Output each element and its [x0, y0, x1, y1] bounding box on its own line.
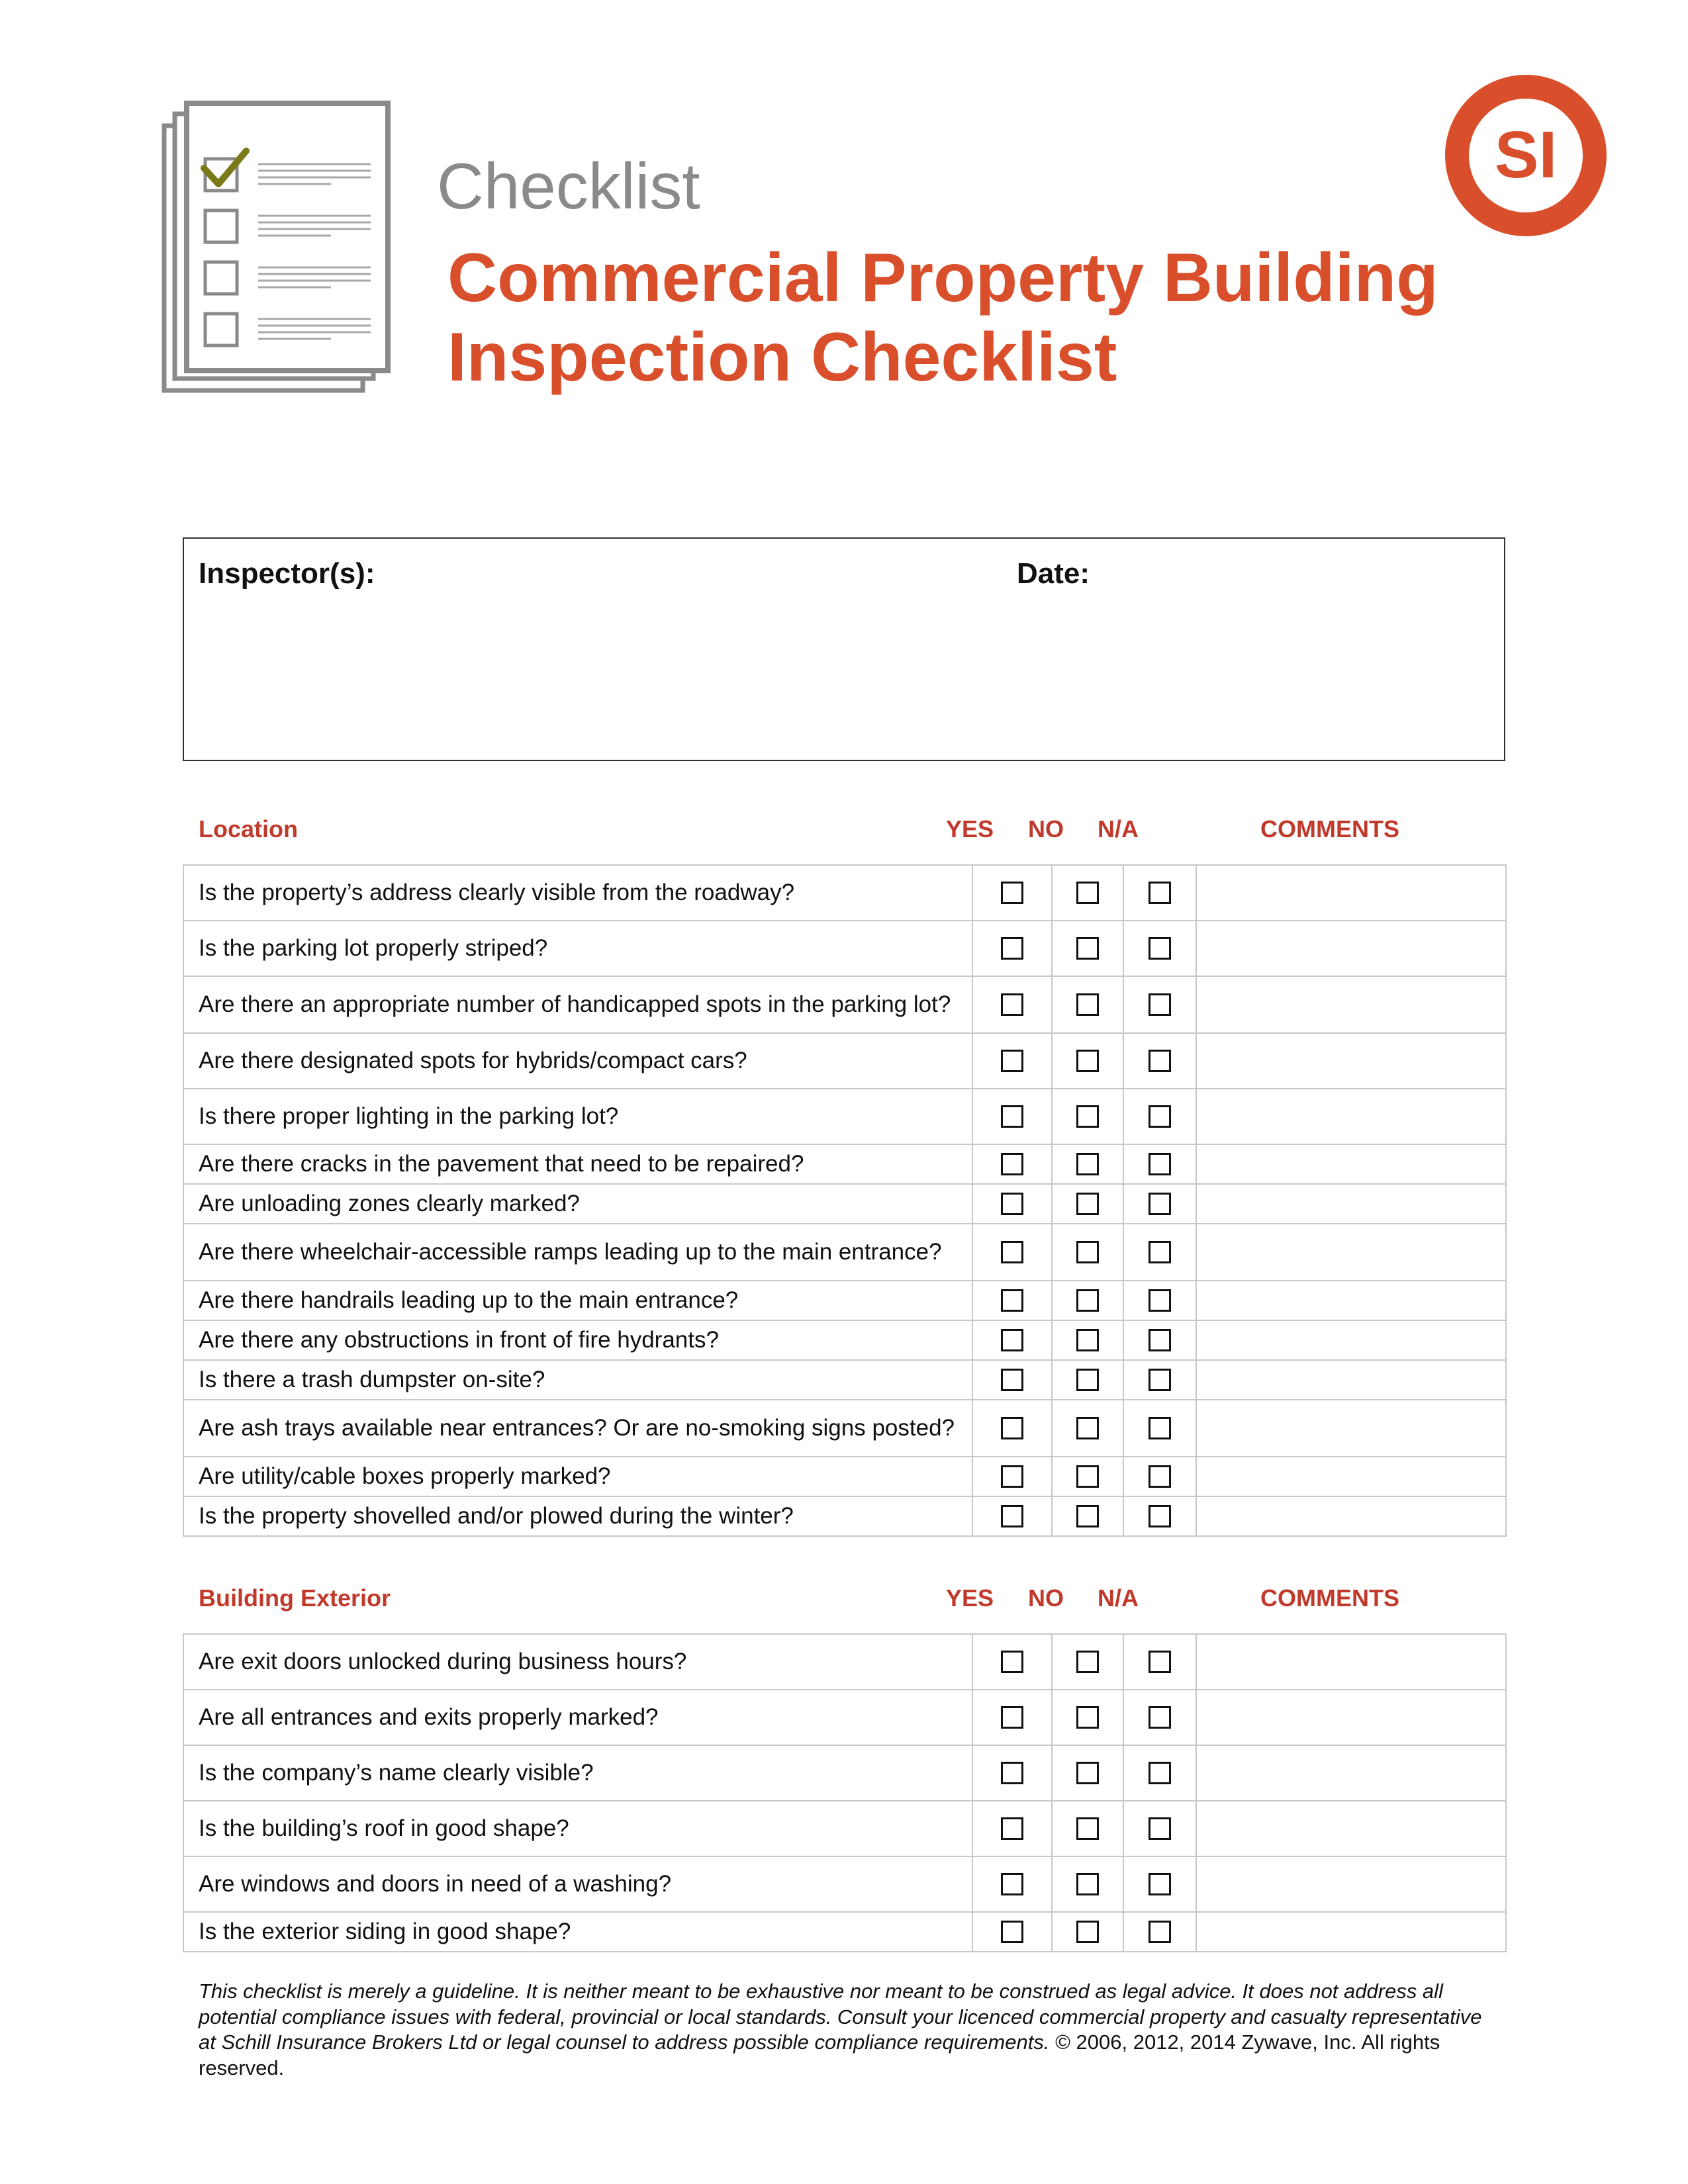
question-row: [183, 1690, 1506, 1745]
yes-checkbox[interactable]: [1001, 1329, 1023, 1351]
question-row: [183, 1856, 1506, 1912]
na-checkbox[interactable]: [1149, 1241, 1171, 1263]
na-checkbox[interactable]: [1149, 993, 1171, 1016]
question-row: [183, 921, 1506, 976]
no-checkbox[interactable]: [1076, 1193, 1099, 1215]
no-cell: [1052, 865, 1123, 921]
yes-checkbox[interactable]: [1001, 993, 1023, 1016]
no-checkbox[interactable]: [1076, 1241, 1099, 1263]
na-cell: [1123, 1033, 1196, 1089]
comments-cell[interactable]: [1196, 1912, 1506, 1952]
yes-cell: [972, 1400, 1052, 1457]
comments-cell[interactable]: [1196, 1281, 1506, 1320]
yes-cell: [972, 1457, 1052, 1496]
column-yes: YES: [945, 1584, 994, 1612]
na-checkbox[interactable]: [1149, 1105, 1171, 1128]
no-checkbox[interactable]: [1076, 1289, 1099, 1312]
na-checkbox[interactable]: [1149, 1193, 1171, 1215]
yes-cell: [972, 1360, 1052, 1400]
question-row: [183, 1457, 1506, 1496]
inspector-info-box: [183, 537, 1505, 761]
yes-checkbox[interactable]: [1001, 1289, 1023, 1312]
yes-checkbox[interactable]: [1001, 1505, 1023, 1527]
section-location: [183, 802, 1505, 1537]
comments-cell[interactable]: [1196, 1224, 1506, 1281]
na-cell: [1123, 1224, 1196, 1281]
na-cell: [1123, 1144, 1196, 1184]
comments-cell[interactable]: [1196, 1457, 1506, 1496]
question-text: Is the building’s roof in good shape?: [183, 1801, 972, 1856]
na-cell: [1123, 1360, 1196, 1400]
no-cell: [1052, 1801, 1123, 1856]
na-checkbox[interactable]: [1149, 1817, 1171, 1840]
no-cell: [1052, 1745, 1123, 1801]
question-text: Are utility/cable boxes properly marked?: [183, 1457, 972, 1496]
column-yes: YES: [945, 815, 994, 842]
no-cell: [1052, 1184, 1123, 1224]
building-exterior-table: [183, 1633, 1507, 1952]
question-row: [183, 1400, 1506, 1457]
question-row: [183, 1801, 1506, 1856]
question-text: Is there proper lighting in the parking lot?: [183, 1089, 972, 1144]
question-text: Is the company’s name clearly visible?: [183, 1745, 972, 1801]
na-checkbox[interactable]: [1149, 1921, 1171, 1943]
inspector-label: Inspector(s):: [199, 557, 375, 590]
question-text: Are there designated spots for hybrids/compact cars?: [183, 1033, 972, 1089]
na-checkbox[interactable]: [1149, 1873, 1171, 1895]
no-cell: [1052, 921, 1123, 976]
na-cell: [1123, 1089, 1196, 1144]
question-row: [183, 1144, 1506, 1184]
yes-checkbox[interactable]: [1001, 1369, 1023, 1391]
checklist-heading: Checklist: [437, 150, 700, 222]
no-cell: [1052, 976, 1123, 1033]
question-text: Is the exterior siding in good shape?: [183, 1912, 972, 1952]
no-cell: [1052, 1360, 1123, 1400]
disclaimer-text: This checklist is merely a guideline. It is neither meant to be exhaustive nor meant to be construed as legal advice. It does not address all potential compliance issues with federal, provincial or local standards. Consult your licenced commercial property and casualty representative at Schill Insurance Brokers Ltd or legal counsel to address possible compliance requirements.: [199, 1979, 1482, 2054]
question-row: [183, 1320, 1506, 1360]
na-checkbox[interactable]: [1149, 1762, 1171, 1784]
na-checkbox[interactable]: [1149, 1417, 1171, 1439]
no-cell: [1052, 1912, 1123, 1952]
column-no: NO: [1028, 1584, 1064, 1612]
yes-cell: [972, 976, 1052, 1033]
yes-checkbox[interactable]: [1001, 1417, 1023, 1439]
na-checkbox[interactable]: [1149, 1505, 1171, 1527]
yes-cell: [972, 1496, 1052, 1536]
comments-cell[interactable]: [1196, 1089, 1506, 1144]
comments-cell[interactable]: [1196, 1690, 1506, 1745]
no-checkbox[interactable]: [1076, 1651, 1099, 1673]
question-row: [183, 1496, 1506, 1536]
checklist-document-icon: [159, 99, 404, 404]
yes-checkbox[interactable]: [1001, 1241, 1023, 1263]
na-cell: [1123, 1457, 1196, 1496]
no-checkbox[interactable]: [1076, 1505, 1099, 1527]
page-title-line-2: Inspection Checklist: [447, 319, 1117, 396]
question-text: Are windows and doors in need of a washing?: [183, 1856, 972, 1912]
yes-cell: [972, 1144, 1052, 1184]
question-text: Are there an appropriate number of handicapped spots in the parking lot?: [183, 976, 972, 1033]
na-cell: [1123, 976, 1196, 1033]
yes-checkbox[interactable]: [1001, 1105, 1023, 1128]
question-text: Are unloading zones clearly marked?: [183, 1184, 972, 1224]
yes-cell: [972, 921, 1052, 976]
yes-cell: [972, 1856, 1052, 1912]
yes-cell: [972, 1033, 1052, 1089]
section-title: Building Exterior: [199, 1584, 391, 1612]
yes-cell: [972, 1224, 1052, 1281]
yes-cell: [972, 1690, 1052, 1745]
copyright-text: © 2006, 2012, 2014 Zywave, Inc. All rights reserved.: [199, 2030, 1440, 2079]
question-row: [183, 1184, 1506, 1224]
section-title: Location: [199, 815, 298, 842]
na-checkbox[interactable]: [1149, 1465, 1171, 1488]
comments-cell[interactable]: [1196, 1856, 1506, 1912]
yes-cell: [972, 1801, 1052, 1856]
no-cell: [1052, 1281, 1123, 1320]
comments-cell[interactable]: [1196, 1320, 1506, 1360]
yes-checkbox[interactable]: [1001, 1762, 1023, 1784]
question-row: [183, 865, 1506, 921]
comments-cell[interactable]: [1196, 1745, 1506, 1801]
si-logo-text: SI: [1494, 118, 1558, 192]
no-cell: [1052, 1496, 1123, 1536]
no-checkbox[interactable]: [1076, 1369, 1099, 1391]
na-cell: [1123, 1801, 1196, 1856]
comments-cell[interactable]: [1196, 1496, 1506, 1536]
yes-checkbox[interactable]: [1001, 1873, 1023, 1895]
question-text: Are there handrails leading up to the main entrance?: [183, 1281, 972, 1320]
na-checkbox[interactable]: [1149, 1050, 1171, 1072]
yes-checkbox[interactable]: [1001, 1153, 1023, 1175]
yes-cell: [972, 1745, 1052, 1801]
yes-cell: [972, 1634, 1052, 1690]
column-na: N/A: [1098, 1584, 1139, 1612]
yes-checkbox[interactable]: [1001, 1651, 1023, 1673]
comments-cell[interactable]: [1196, 1634, 1506, 1690]
section-header: [183, 1571, 1505, 1633]
yes-cell: [972, 1089, 1052, 1144]
question-row: [183, 1224, 1506, 1281]
no-checkbox[interactable]: [1076, 1329, 1099, 1351]
comments-cell[interactable]: [1196, 976, 1506, 1033]
question-text: Is there a trash dumpster on-site?: [183, 1360, 972, 1400]
no-checkbox[interactable]: [1076, 1417, 1099, 1439]
na-cell: [1123, 921, 1196, 976]
column-comments: COMMENTS: [1260, 815, 1399, 842]
no-cell: [1052, 1320, 1123, 1360]
yes-cell: [972, 865, 1052, 921]
yes-checkbox[interactable]: [1001, 882, 1023, 904]
no-cell: [1052, 1690, 1123, 1745]
comments-cell[interactable]: [1196, 865, 1506, 921]
comments-cell[interactable]: [1196, 921, 1506, 976]
no-checkbox[interactable]: [1076, 882, 1099, 904]
no-checkbox[interactable]: [1076, 1153, 1099, 1175]
na-checkbox[interactable]: [1149, 1651, 1171, 1673]
na-checkbox[interactable]: [1149, 1289, 1171, 1312]
no-checkbox[interactable]: [1076, 1762, 1099, 1784]
yes-checkbox[interactable]: [1001, 1706, 1023, 1729]
na-checkbox[interactable]: [1149, 1153, 1171, 1175]
no-cell: [1052, 1144, 1123, 1184]
question-text: Are there wheelchair-accessible ramps leading up to the main entrance?: [183, 1224, 972, 1281]
section-header: [183, 802, 1505, 864]
date-label: Date:: [1017, 557, 1090, 590]
comments-cell[interactable]: [1196, 1400, 1506, 1457]
yes-checkbox[interactable]: [1001, 1193, 1023, 1215]
question-row: [183, 1360, 1506, 1400]
na-checkbox[interactable]: [1149, 1706, 1171, 1729]
column-no: NO: [1028, 815, 1064, 842]
no-cell: [1052, 1224, 1123, 1281]
no-checkbox[interactable]: [1076, 937, 1099, 960]
na-checkbox[interactable]: [1149, 1329, 1171, 1351]
comments-cell[interactable]: [1196, 1360, 1506, 1400]
na-cell: [1123, 1496, 1196, 1536]
na-checkbox[interactable]: [1149, 937, 1171, 960]
yes-cell: [972, 1320, 1052, 1360]
na-cell: [1123, 1745, 1196, 1801]
na-cell: [1123, 1184, 1196, 1224]
question-row: [183, 1634, 1506, 1690]
no-cell: [1052, 1634, 1123, 1690]
question-text: Are all entrances and exits properly marked?: [183, 1690, 972, 1745]
column-na: N/A: [1098, 815, 1139, 842]
no-cell: [1052, 1089, 1123, 1144]
na-cell: [1123, 1856, 1196, 1912]
yes-checkbox[interactable]: [1001, 1817, 1023, 1840]
na-cell: [1123, 1912, 1196, 1952]
question-row: [183, 976, 1506, 1033]
no-checkbox[interactable]: [1076, 1921, 1099, 1943]
comments-cell[interactable]: [1196, 1801, 1506, 1856]
question-text: Are ash trays available near entrances? Or are no-smoking signs posted?: [183, 1400, 972, 1457]
na-cell: [1123, 1320, 1196, 1360]
question-text: Are there cracks in the pavement that need to be repaired?: [183, 1144, 972, 1184]
disclaimer: [199, 1979, 1489, 2081]
question-row: [183, 1033, 1506, 1089]
yes-checkbox[interactable]: [1001, 1465, 1023, 1488]
question-text: Is the parking lot properly striped?: [183, 921, 972, 976]
na-cell: [1123, 1281, 1196, 1320]
page-title: [447, 238, 1440, 397]
na-cell: [1123, 1400, 1196, 1457]
comments-cell[interactable]: [1196, 1033, 1506, 1089]
question-text: Are exit doors unlocked during business hours?: [183, 1634, 972, 1690]
na-checkbox[interactable]: [1149, 882, 1171, 904]
comments-cell[interactable]: [1196, 1184, 1506, 1224]
na-cell: [1123, 1690, 1196, 1745]
question-text: Is the property’s address clearly visible from the roadway?: [183, 865, 972, 921]
yes-cell: [972, 1912, 1052, 1952]
question-row: [183, 1089, 1506, 1144]
yes-checkbox[interactable]: [1001, 1921, 1023, 1943]
na-checkbox[interactable]: [1149, 1369, 1171, 1391]
no-cell: [1052, 1400, 1123, 1457]
location-table: [183, 864, 1507, 1537]
no-cell: [1052, 1856, 1123, 1912]
na-cell: [1123, 865, 1196, 921]
section-building-exterior: [183, 1571, 1505, 1952]
page-title-line-1: Commercial Property Building: [447, 240, 1438, 316]
no-cell: [1052, 1457, 1123, 1496]
no-checkbox[interactable]: [1076, 1465, 1099, 1488]
yes-cell: [972, 1184, 1052, 1224]
na-cell: [1123, 1634, 1196, 1690]
yes-checkbox[interactable]: [1001, 937, 1023, 960]
no-cell: [1052, 1033, 1123, 1089]
no-checkbox[interactable]: [1076, 1873, 1099, 1895]
comments-cell[interactable]: [1196, 1144, 1506, 1184]
yes-cell: [972, 1281, 1052, 1320]
question-text: Are there any obstructions in front of fire hydrants?: [183, 1320, 972, 1360]
yes-checkbox[interactable]: [1001, 1050, 1023, 1072]
no-checkbox[interactable]: [1076, 1105, 1099, 1128]
no-checkbox[interactable]: [1076, 993, 1099, 1016]
no-checkbox[interactable]: [1076, 1817, 1099, 1840]
question-row: [183, 1745, 1506, 1801]
column-comments: COMMENTS: [1260, 1584, 1399, 1612]
no-checkbox[interactable]: [1076, 1050, 1099, 1072]
question-text: Is the property shovelled and/or plowed during the winter?: [183, 1496, 972, 1536]
si-logo: [1443, 73, 1609, 238]
question-row: [183, 1912, 1506, 1952]
no-checkbox[interactable]: [1076, 1706, 1099, 1729]
question-row: [183, 1281, 1506, 1320]
